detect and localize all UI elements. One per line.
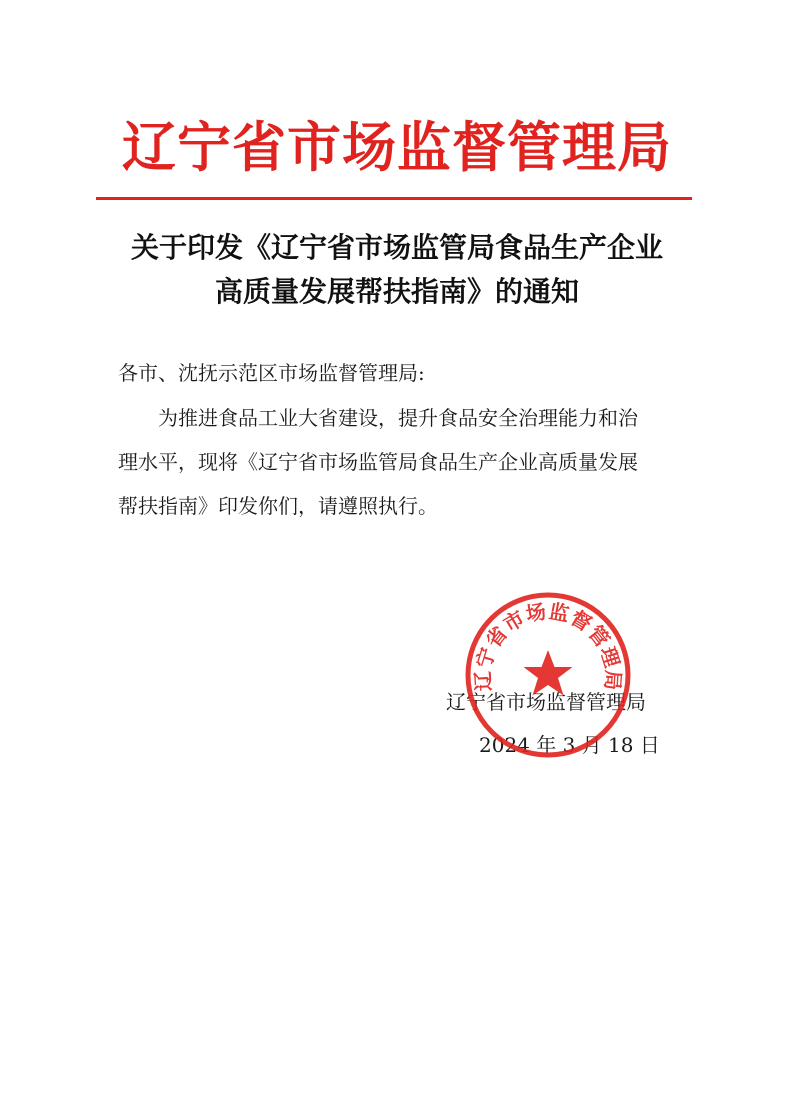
paragraph-line: 帮扶指南》印发你们，请遵照执行。	[118, 494, 438, 518]
paragraph-line: 为推进食品工业大省建设，提升食品安全治理能力和治	[158, 406, 638, 430]
official-seal	[463, 590, 633, 760]
document-title-line-1: 关于印发《辽宁省市场监管局食品生产企业	[130, 231, 663, 264]
salutation: 各市、沈抚示范区市场监督管理局:	[118, 361, 425, 385]
issue-date: 2024 年 3 月 18 日	[479, 733, 660, 757]
document-title-line-2: 高质量发展帮扶指南》的通知	[214, 275, 579, 308]
seal-text: 辽宁省市场监督管理局	[470, 598, 626, 692]
masthead-title: 辽宁省市场监督管理局	[122, 115, 672, 179]
signer-name: 辽宁省市场监督管理局	[446, 690, 646, 714]
masthead-divider	[96, 197, 692, 200]
document-title	[60, 226, 734, 314]
paragraph-line: 理水平，现将《辽宁省市场监管局食品生产企业高质量发展	[118, 450, 638, 474]
star-icon	[524, 650, 573, 696]
